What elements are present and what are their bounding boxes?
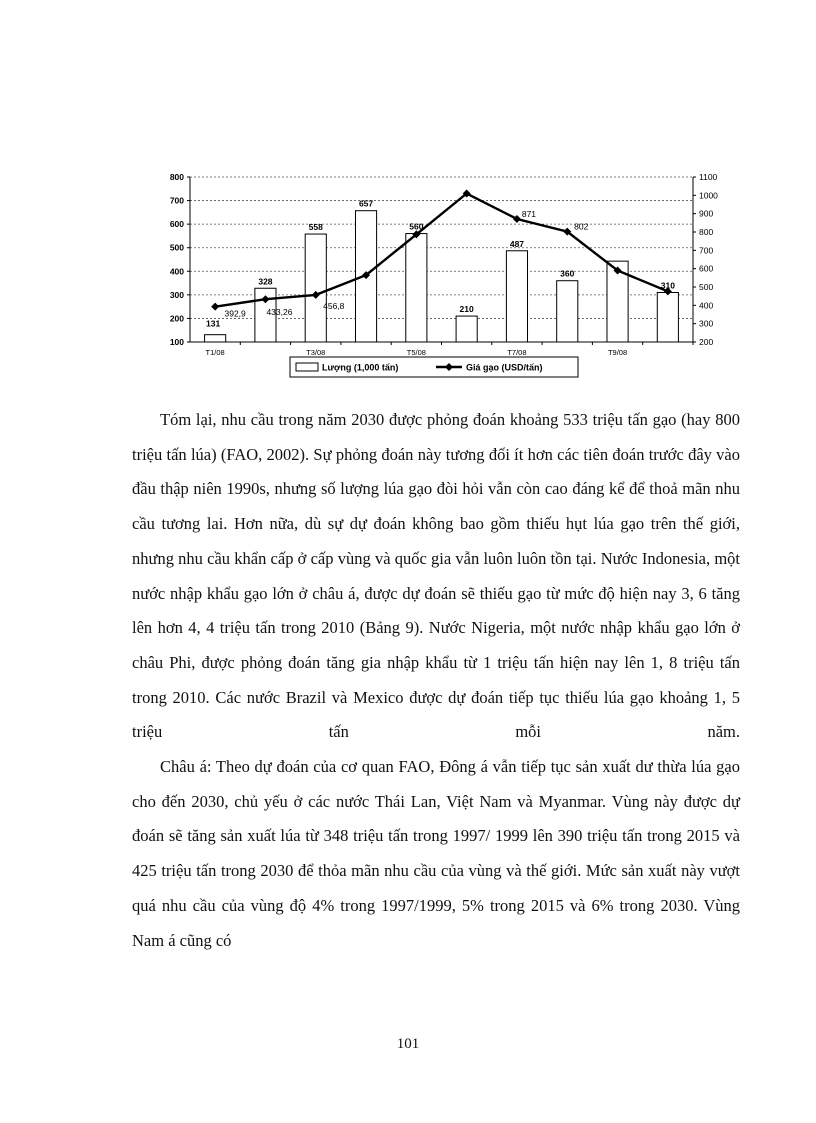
left-tick-label: 200 bbox=[169, 313, 184, 324]
left-tick-label: 500 bbox=[169, 242, 184, 253]
price-point-T7/08 bbox=[513, 215, 521, 223]
bar-label-T8/08: 360 bbox=[560, 268, 575, 279]
right-tick-label: 800 bbox=[699, 227, 714, 237]
line-label-T8/08: 802 bbox=[574, 221, 589, 232]
x-tick-label: T1/08 bbox=[205, 348, 225, 357]
left-tick-label: 700 bbox=[169, 195, 184, 206]
line-label-T1/08: 392,9 bbox=[224, 308, 246, 319]
line-label-T7/08: 871 bbox=[521, 208, 537, 219]
right-tick-label: 500 bbox=[699, 282, 714, 292]
price-point-T1/08 bbox=[211, 303, 219, 311]
line-label-T3/08: 456,8 bbox=[323, 300, 345, 311]
price-line bbox=[215, 194, 668, 307]
chart bbox=[150, 160, 730, 390]
x-tick-label: T5/08 bbox=[406, 348, 426, 357]
bar-label-T2/08: 328 bbox=[258, 276, 273, 287]
left-tick-label: 100 bbox=[169, 337, 184, 347]
bar-T3/08 bbox=[305, 234, 326, 342]
bar-T1/08 bbox=[205, 335, 226, 342]
legend-line-label: Giá gạo (USD/tấn) bbox=[466, 362, 543, 373]
left-tick-label: 800 bbox=[169, 172, 184, 182]
bar-T7/08 bbox=[506, 251, 527, 342]
legend-bar-swatch bbox=[296, 363, 318, 371]
x-tick-label: T9/08 bbox=[607, 348, 628, 357]
left-tick-label: 300 bbox=[169, 289, 184, 300]
bar-label-T5/08: 560 bbox=[409, 221, 424, 232]
right-tick-label: 200 bbox=[699, 337, 714, 347]
paragraph-1: Tóm lại, nhu cầu trong năm 2030 được phỏng đoán khoảng 533 triệu tấn gạo (hay 800 triệu tấn lúa) (FAO, 2002). Sự phỏng đoán này tương đối ít hơn các tiên đoán trước đây vào đầu thập niên 1990s, nhưng số lượng lúa gạo đòi hỏi vẫn còn cao đáng kể để thoả mãn nhu cầu tương lai. Hơn nữa, dù sự dự đoán không bao gồm thiếu hụt lúa gạo trên thế giới, nhưng nhu cầu khẩn cấp ở cấp vùng và quốc gia vẫn luôn luôn tồn tại. Nước Indonesia, một nước nhập khẩu gạo lớn ở châu á, được dự đoán sẽ thiếu gạo từ mức độ hiện nay 3, 6 tăng lên hơn 4, 4 triệu tấn trong 2010 (Bảng 9). Nước Nigeria, một nước nhập khẩu gạo lớn ở châu Phi, được phỏng đoán tăng gia nhập khẩu từ 1 triệu tấn hiện nay lên 1, 8 triệu tấn trong 2010. Các nước Brazil và Mexico được dự đoán tiếp tục thiếu lúa gạo khoảng 1, 5 triệu tấn mỗi năm. bbox=[132, 410, 740, 742]
right-tick-label: 900 bbox=[699, 208, 714, 219]
paragraph-2: Châu á: Theo dự đoán của cơ quan FAO, Đông á vẫn tiếp tục sản xuất dư thừa lúa gạo cho đến 2030, chủ yếu ở các nước Thái Lan, Việt Nam và Myanmar. Vùng này được dự đoán sẽ tăng sản xuất lúa từ 348 triệu tấn trong 1997/ 1999 lên 390 triệu tấn trong 2015 và 425 triệu tấn trong 2030 để thỏa mãn nhu cầu của vùng và thế giới. Mức sản xuất này vượt quá nhu cầu của vùng độ 4% trong 1997/1999, 5% trong 2015 và 6% trong 2030. Vùng Nam á cũng có bbox=[132, 757, 740, 950]
right-tick-label: 300 bbox=[699, 318, 714, 329]
bar-label-T1/08: 131 bbox=[206, 318, 221, 329]
combo-chart-svg bbox=[150, 160, 730, 390]
x-tick-label: T7/08 bbox=[507, 348, 527, 357]
bar-T5/08 bbox=[406, 234, 427, 342]
right-tick-label: 600 bbox=[699, 263, 714, 274]
bar-label-T10/08: 310 bbox=[660, 280, 675, 291]
right-tick-label: 400 bbox=[699, 300, 714, 311]
right-tick-label: 1000 bbox=[699, 190, 718, 201]
x-tick-label: T3/08 bbox=[306, 348, 326, 357]
right-tick-label: 700 bbox=[699, 245, 714, 256]
body-text bbox=[132, 403, 740, 958]
left-tick-label: 600 bbox=[169, 219, 184, 230]
bar-T8/08 bbox=[557, 281, 578, 342]
bar-label-T3/08: 558 bbox=[308, 222, 323, 233]
left-tick-label: 400 bbox=[169, 266, 184, 277]
bar-T10/08 bbox=[657, 293, 678, 343]
page-number: 101 bbox=[396, 1036, 420, 1052]
bar-label-T6/08: 210 bbox=[459, 304, 474, 315]
bar-label-T7/08: 487 bbox=[509, 238, 525, 249]
bar-T6/08 bbox=[456, 316, 477, 342]
bar-label-T4/08: 657 bbox=[358, 198, 374, 209]
right-tick-label: 1100 bbox=[699, 172, 718, 182]
legend-bar-label: Lượng (1,000 tấn) bbox=[322, 362, 399, 373]
line-label-T2/08: 433,26 bbox=[266, 307, 293, 318]
